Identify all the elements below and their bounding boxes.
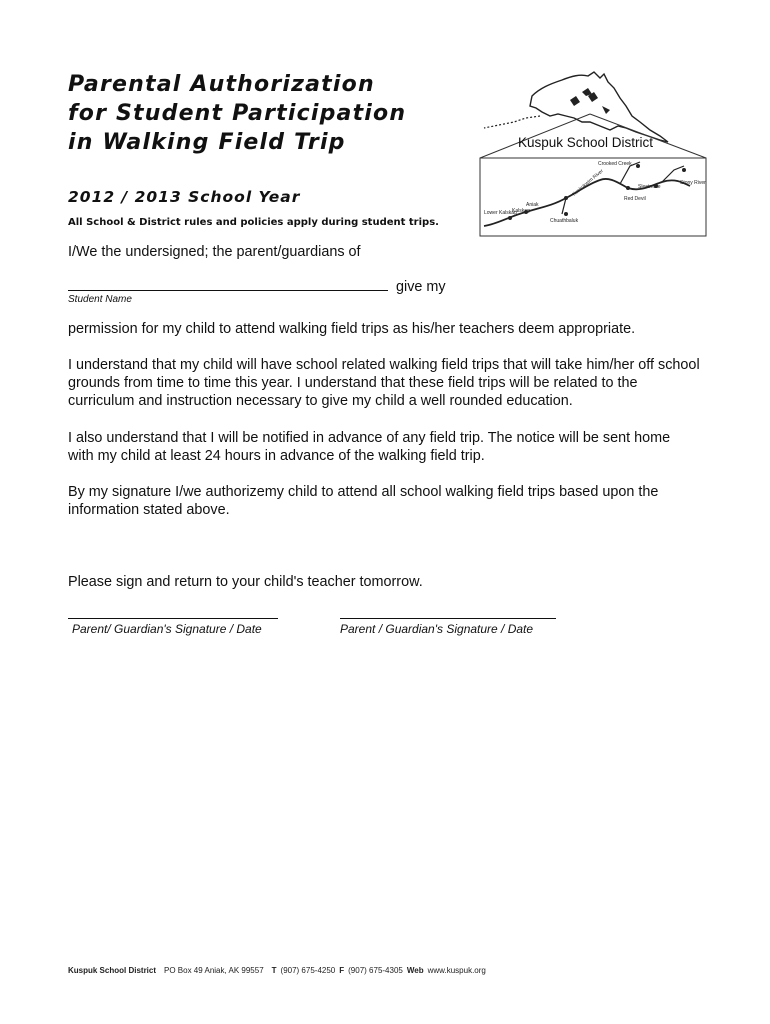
footer-fax: (907) 675-4305 bbox=[348, 966, 403, 975]
give-my-text: give my bbox=[396, 279, 446, 295]
map-label-river: Kuskokwim River bbox=[571, 168, 605, 198]
student-name-field[interactable] bbox=[68, 278, 388, 291]
map-label-lower-kalskag: Lower Kalskag bbox=[484, 210, 517, 216]
district-name-label: Kuspuk School District bbox=[518, 135, 654, 150]
signature-label-right: Parent / Guardian's Signature / Date bbox=[340, 622, 534, 636]
document-title bbox=[68, 70, 406, 157]
alaska-map-icon bbox=[470, 66, 715, 246]
district-logo bbox=[470, 66, 715, 246]
signature-field-left[interactable] bbox=[68, 606, 278, 619]
please-sign-text: Please sign and return to your child's teacher tomorrow. bbox=[68, 574, 423, 590]
signature-field-right[interactable] bbox=[340, 606, 556, 619]
map-label-sleetmute: Sleetmute bbox=[638, 184, 661, 190]
footer-fax-label: F bbox=[339, 966, 345, 975]
page-footer bbox=[68, 966, 486, 975]
undersigned-text: I/We the undersigned; the parent/guardians of bbox=[68, 244, 361, 260]
footer-address: PO Box 49 Aniak, AK 99557 bbox=[164, 966, 264, 975]
map-label-kalskag: Kalskag bbox=[512, 208, 530, 214]
footer-district: Kuspuk School District bbox=[68, 966, 157, 975]
signature-label-left: Parent/ Guardian's Signature / Date bbox=[72, 622, 262, 636]
title-line-2: for Student Participation bbox=[68, 101, 407, 126]
map-label-crooked-creek: Crooked Creek bbox=[598, 161, 632, 167]
understand-paragraph-1: I understand that my child will have school related walking field trips that will take him/her off school grounds from time to time this year. I understand that these field trips will be related to the curriculum and instruction necessary to give my child a well rounded education. bbox=[68, 357, 700, 409]
map-label-stony-river: Stony River bbox=[680, 180, 706, 186]
title-line-1: Parental Authorization bbox=[68, 72, 375, 97]
title-line-3: in Walking Field Trip bbox=[68, 130, 346, 155]
school-year: 2012 / 2013 School Year bbox=[68, 188, 301, 206]
footer-web-link[interactable]: www.kuspuk.org bbox=[427, 966, 486, 975]
understand-paragraph-2: I also understand that I will be notified in advance of any field trip. The notice will be sent home with my child at least 24 hours in advance of the walking field trip. bbox=[68, 430, 671, 464]
rules-note: All School & District rules and policies apply during student trips. bbox=[68, 217, 439, 228]
student-name-label: Student Name bbox=[68, 294, 132, 305]
footer-web-label: Web bbox=[406, 966, 424, 975]
signature-statement: By my signature I/we authorizemy child to attend all school walking field trips based upon the information stated above. bbox=[68, 484, 659, 518]
footer-phone-label: T bbox=[271, 966, 277, 975]
map-label-chuathbaluk: Chuathbaluk bbox=[550, 218, 579, 224]
footer-phone: (907) 675-4250 bbox=[280, 966, 336, 975]
permission-paragraph: permission for my child to attend walking field trips as his/her teachers deem appropriate. bbox=[68, 321, 636, 337]
map-label-red-devil: Red Devil bbox=[624, 196, 646, 202]
student-name-row bbox=[68, 278, 446, 295]
map-label-aniak: Aniak bbox=[526, 202, 539, 208]
